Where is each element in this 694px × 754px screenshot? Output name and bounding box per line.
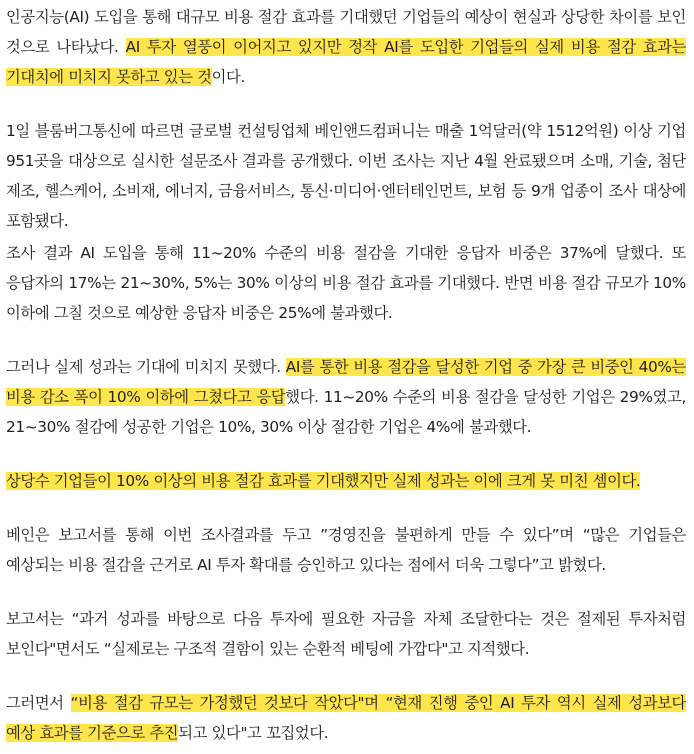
text-segment: 되고 있다"고 꼬집었다.	[178, 724, 329, 742]
text-segment: 1일 블룸버그통신에 따르면 글로벌 컨설팅업체 베인앤드컴퍼니는 매출 1억달러(약 1512억원) 이상 기업 951곳을 대상으로 실시한 설문조사 결과를 공개했다. 이번 조사는 지난 4월 완료됐으며 소매, 기술, 첨단 제조, 헬스케어, 소비재, 에너지, 금융서비스, 통신·미디어·엔터테인먼트, 보험 등 9개 업종이 조사 대상에 포함됐다.	[6, 122, 686, 230]
highlighted-text: 상당수 기업들이 10% 이상의 비용 절감 효과를 기대했지만 실제 성과는 이에 크게 못 미친 셈이다.	[6, 472, 641, 490]
paragraph-spacer	[6, 92, 686, 116]
paragraph-conclusion	[6, 688, 686, 748]
paragraph-spacer	[6, 664, 686, 688]
text-segment: 이다.	[211, 68, 245, 86]
paragraph-survey	[6, 116, 686, 236]
text-segment: 그러면서	[6, 694, 71, 712]
paragraph-report-quote	[6, 604, 686, 664]
paragraph-spacer	[6, 580, 686, 604]
paragraph-expectations	[6, 238, 686, 328]
paragraph-spacer	[6, 496, 686, 520]
text-segment: 그러나 실제 성과는 기대에 미치지 못했다.	[6, 358, 286, 376]
paragraph-spacer	[6, 442, 686, 466]
paragraph-results	[6, 352, 686, 442]
text-segment: 베인은 보고서를 통해 이번 조사결과를 두고 ”경영진을 불편하게 만들 수 있다”며 “많은 기업들은 예상되는 비용 절감을 근거로 AI 투자 확대를 승인하고 있다는 점에서 더욱 그렇다”고 밝혔다.	[6, 526, 686, 574]
text-segment: 보고서는 “과거 성과를 바탕으로 다음 투자에 필요한 자금을 자체 조달한다는 것은 절제된 투자처럼 보인다"면서도 “실제로는 구조적 결함이 있는 순환적 베팅에 가깝다"고 지적했다.	[6, 610, 686, 658]
highlighted-text: “비용 절감 규모는 가정했던 것보다 작았다"며 “현재 진행 중인 AI 투자 역시 실제 성과보다 예상 효과를 기준으로 추진	[6, 694, 686, 742]
text-segment: 조사 결과 AI 도입을 통해 11~20% 수준의 비용 절감을 기대한 응답자 비중은 37%에 달했다. 또 응답자의 17%는 21~30%, 5%는 30% 이상의 비용 절감 효과를 기대했다. 반면 비용 절감 규모가 10% 이하에 그칠 것으로 예상한 응답자 비중은 25%에 불과했다.	[6, 244, 686, 322]
highlighted-text: AI 투자 열풍이 이어지고 있지만 정작 AI를 도입한 기업들의 실제 비용 절감 효과는 기대치에 미치지 못하고 있는 것	[6, 38, 686, 86]
paragraph-spacer	[6, 328, 686, 352]
paragraph-intro	[6, 2, 686, 92]
paragraph-summary	[6, 466, 686, 496]
text-segment: 했다. 11~20% 수준의 비용 절감을 달성한 기업은 29%였고, 21~30% 절감에 성공한 기업은 10%, 30% 이상 절감한 기업은 4%에 불과했다.	[6, 388, 686, 436]
text-segment: 인공지능(AI) 도입을 통해 대규모 비용 절감 효과를 기대했던 기업들의 예상이 현실과 상당한 차이를 보인 것으로 나타났다.	[6, 8, 686, 56]
highlighted-text: AI를 통한 비용 절감을 달성한 기업 중 가장 큰 비중인 40%는 비용 감소 폭이 10% 이하에 그쳤다고 응답	[6, 358, 686, 406]
paragraph-bain-report	[6, 520, 686, 580]
